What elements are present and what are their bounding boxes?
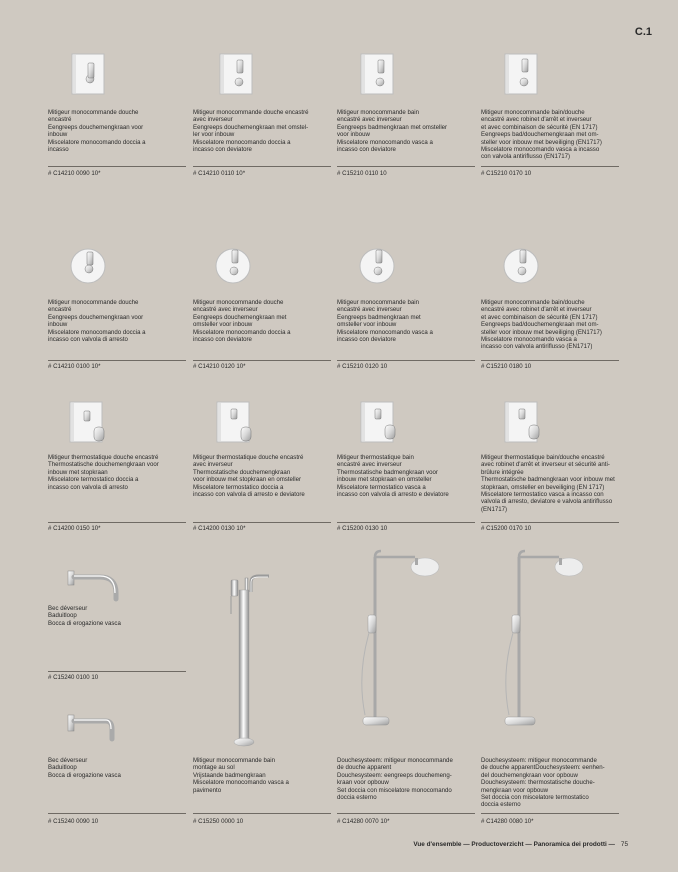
product-description: Mitigeur monocommande bain/douche encastré avec robinet d'arrêt et inverseur et avec combinaison de sécurité (EN 1717) Eengreeps bad/douchemengkraan met om- steller voor inbouw met beveiliging (EN1717) Miscelatore monocomando vasca a incasso con valvola antiriflusso (EN1717) <box>481 299 602 351</box>
product-card <box>337 50 475 180</box>
product-description: Mitigeur monocommande bain montage au sol Vrijstaande badmengkraan Miscelatore monocomando vasca a pavimento <box>193 757 289 794</box>
product-description: Mitigeur monocommande bain/douche encastré avec robinet d'arrêt et inverseur et avec combinaison de sécurité (EN 1717) Eengreeps bad/douchemengkraan met om- steller voor inbouw met beveiliging (EN1717) Miscelatore monocomando vasca a incasso con valvola antiriflusso (EN1717) <box>481 109 602 161</box>
product-description: Mitigeur monocommande bain encastré avec inverseur Eengreeps badmengkraan met omsteller voor inbouw Miscelatore monocomando vasca a incasso con deviatore <box>337 109 448 154</box>
divider <box>193 522 331 523</box>
product-description: Mitigeur monocommande douche encastré Eengreeps douchemengkraan voor inbouw Miscelatore monocomando doccia a incasso <box>48 109 146 154</box>
product-description: Bec déverseur Baduitloop Bocca di erogazione vasca <box>48 757 121 779</box>
bath-shower-safety-plate-image <box>503 53 539 97</box>
product-card <box>48 242 186 372</box>
divider <box>481 813 619 814</box>
product-code: # C15210 0180 10 <box>481 363 532 370</box>
product-description: Mitigeur monocommande douche encastré avec inverseur Eengreeps douchemengkraan met omstel- ler voor inbouw Miscelatore monocomando doccia a incasso con deviatore <box>193 109 309 154</box>
single-lever-diverter-plate-image <box>218 53 254 97</box>
product-code: # C14210 0100 10* <box>48 363 101 370</box>
product-code: # C14210 0110 10* <box>193 170 246 177</box>
divider <box>193 813 331 814</box>
divider <box>337 166 475 167</box>
section-label: C.1 <box>634 26 652 38</box>
product-code: # C15240 0090 10 <box>48 818 99 825</box>
round-bath-shower-safety-plate-image <box>501 242 541 290</box>
divider <box>193 360 331 361</box>
bath-spout-image <box>66 563 126 603</box>
product-card <box>337 242 475 372</box>
page-footer <box>413 841 628 848</box>
round-diverter-plate-image <box>213 242 253 290</box>
product-code: # C14210 0090 10* <box>48 170 101 177</box>
product-description: Mitigeur thermostatique bain encastré avec inverseur Thermostatische badmengkraan voor inbouw met stopkraan en omsteller Miscelatore termostatico vasca a incasso con valvola di arresto e deviatore <box>337 454 449 499</box>
round-bath-diverter-plate-image <box>357 242 397 290</box>
product-card <box>48 560 186 690</box>
product-description: Mitigeur monocommande douche encastré avec inverseur Eengreeps douchemengkraan met omsteller voor inbouw Miscelatore monocomando doccia a incasso con deviatore <box>193 299 291 344</box>
product-card <box>48 50 186 180</box>
divider <box>337 813 475 814</box>
product-description: Mitigeur thermostatique douche encastré avec inverseur Thermostatische douchemengkraan voor inbouw met stopkraan en omsteller Miscelatore termostatico doccia a incasso con valvola di arresto e deviatore <box>193 454 305 499</box>
divider <box>481 360 619 361</box>
footer-breadcrumb: Vue d'ensemble — Productoverzicht — Panoramica dei prodotti — <box>413 841 615 848</box>
product-code: # C14200 0130 10* <box>193 525 246 532</box>
divider <box>48 522 186 523</box>
product-description: Mitigeur thermostatique douche encastré Thermostatische douchemengkraan voor inbouw met stopkraan Miscelatore termostatico doccia a incasso con valvola di arresto <box>48 454 159 491</box>
round-single-lever-plate-image <box>68 242 108 290</box>
product-code: # C15210 0110 10 <box>337 170 387 177</box>
product-description: Mitigeur monocommande bain encastré avec inverseur Eengreeps badmengkraan met omsteller voor inbouw Miscelatore monocomando vasca a incasso con deviatore <box>337 299 433 344</box>
thermostatic-plate-image <box>68 401 108 445</box>
product-card <box>193 570 331 836</box>
product-code: # C15210 0120 10 <box>337 363 388 370</box>
product-description: Mitigeur monocommande douche encastré Eengreeps douchemengkraan voor inbouw Miscelatore monocomando doccia a incasso con valvola di arresto <box>48 299 146 344</box>
divider <box>337 360 475 361</box>
product-code: # C14200 0150 10* <box>48 525 101 532</box>
product-description: Douchesysteem: mitigeur monocommande de douche apparent Douchesysteem: eengreeps douchemeng- kraan voor opbouw Set doccia con miscelatore monocomando doccia esterno <box>337 757 453 802</box>
divider <box>481 166 619 167</box>
product-code: # C15210 0170 10 <box>481 170 532 177</box>
thermostatic-bath-shower-safety-plate-image <box>503 401 543 445</box>
product-code: # C15200 0130 10 <box>337 525 388 532</box>
product-code: # C15240 0100 10 <box>48 674 99 681</box>
product-description: Douchesysteem: mitigeur monocommande de douche apparentDouchesysteem: eenhen- del douchemengkraan voor opbouw Douchesysteem: thermostatische douche- mengkraan voor opbouw Set doccia con miscelatore termostatico doccia esterno <box>481 757 605 809</box>
product-card <box>481 545 619 836</box>
bath-spout-image <box>66 709 126 749</box>
single-lever-plate-image <box>70 53 106 97</box>
product-card <box>48 706 186 836</box>
page-number: 75 <box>620 841 628 848</box>
freestanding-bath-mixer-image <box>211 570 271 750</box>
product-card <box>337 545 475 836</box>
bath-diverter-plate-image <box>359 53 395 97</box>
product-card <box>193 50 331 180</box>
product-code: # C14280 0080 10* <box>481 818 534 825</box>
product-card <box>481 398 619 538</box>
product-code: # C14280 0070 10* <box>337 818 390 825</box>
product-code: # C14210 0120 10* <box>193 363 246 370</box>
product-description: Mitigeur thermostatique bain/douche encastré avec robinet d'arrêt et inverseur et sécurité anti- brûlure intégrée Thermostatische badmengkraan voor inbouw met stopkraan, omsteller en beveiliging (EN 1717) Miscelatore termostatico vasca a incasso con valvola di arresto, deviatore e valvola antiriflusso (EN1717) <box>481 454 615 513</box>
shower-system-single-lever-image <box>355 545 445 755</box>
product-code: # C15200 0170 10 <box>481 525 532 532</box>
divider <box>193 166 331 167</box>
shower-system-thermostatic-image <box>499 545 589 755</box>
thermostatic-diverter-plate-image <box>215 401 255 445</box>
product-card <box>481 242 619 372</box>
product-code: # C15250 0000 10 <box>193 818 244 825</box>
product-card <box>193 242 331 372</box>
thermostatic-bath-plate-image <box>359 401 399 445</box>
divider <box>48 166 186 167</box>
product-card <box>337 398 475 538</box>
product-card <box>193 398 331 538</box>
divider <box>337 522 475 523</box>
divider <box>481 522 619 523</box>
product-description: Bec déverseur Baduitloop Bocca di erogazione vasca <box>48 605 121 627</box>
product-card <box>481 50 619 180</box>
divider <box>48 813 186 814</box>
product-card <box>48 398 186 538</box>
divider <box>48 360 186 361</box>
divider <box>48 671 186 672</box>
